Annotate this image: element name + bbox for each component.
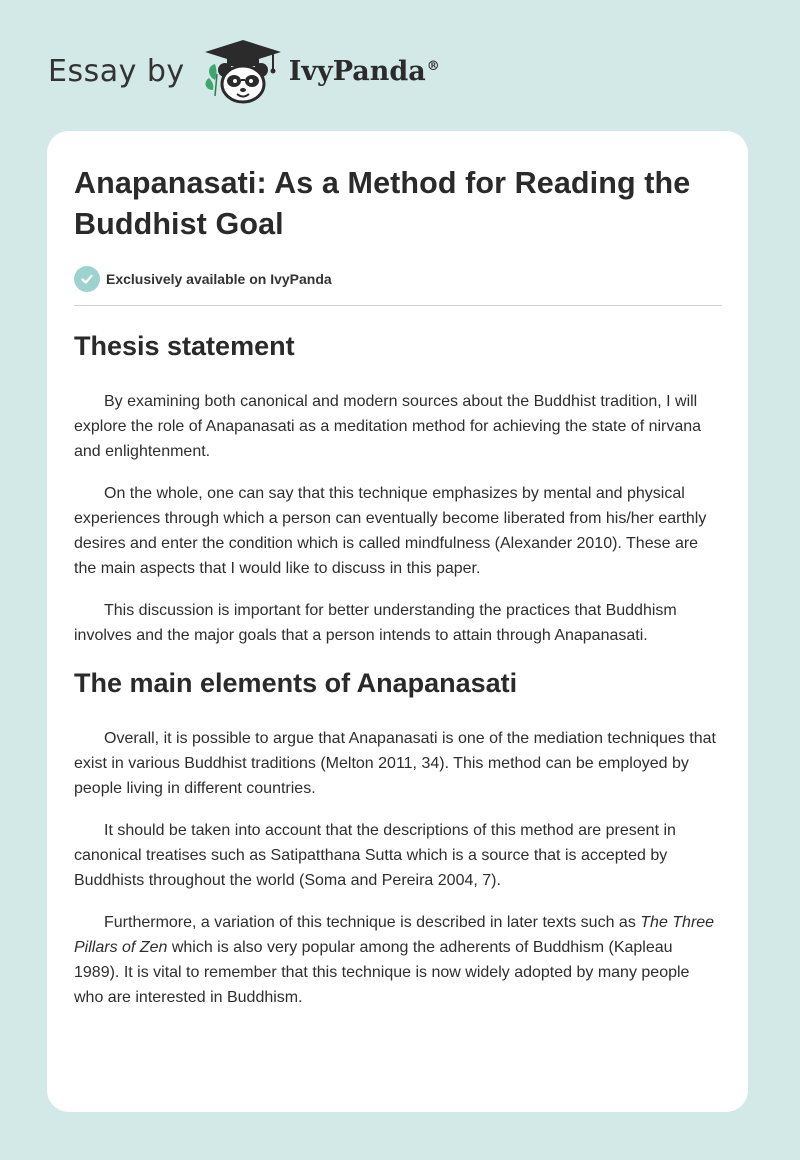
paragraph: This discussion is important for better understanding the practices that Buddhism involves and the major goals that a person intends to attain through Anapanasati. [74, 602, 677, 644]
paragraph: It should be taken into account that the descriptions of this method are present in canonical treatises such as Satipatthana Sutta which is a source that is accepted by Buddhists throughout the world (Soma and Pereira 2004, 7). [74, 822, 676, 889]
paragraph: Furthermore, a variation of this technique is described in later texts such as The Three Pillars of Zen which is also very popular among the adherents of Buddhism (Kapleau 1989). It is vital to remember that this technique is now widely adopted by many people who are interested in Buddhism. [74, 914, 715, 1006]
registered-mark: ® [426, 58, 440, 74]
exclusive-badge [74, 265, 722, 293]
essay-content [74, 163, 722, 1010]
section-heading-thesis: Thesis statement [74, 331, 295, 361]
paragraph: On the whole, one can say that this technique emphasizes by mental and physical experiences through which a person can eventually become liberated from his/her earthly desires and enter the condition which is called mindfulness (Alexander 2010). These are the main aspects that I would like to discuss in this paper. [74, 485, 707, 577]
paragraph: By examining both canonical and modern sources about the Buddhist tradition, I will explore the role of Anapanasati as a meditation method for achieving the state of nirvana and enlightenment. [74, 393, 702, 460]
brand-name[interactable]: IvyPanda® [288, 55, 440, 87]
divider [74, 305, 722, 306]
exclusive-label: Exclusively available on IvyPanda [106, 271, 332, 287]
book-title: The Three Pillars of Zen [74, 914, 715, 956]
essay-card [47, 131, 748, 1112]
check-circle-icon [74, 266, 100, 292]
site-header [48, 36, 748, 106]
page-title: Anapanasati: As a Method for Reading the Buddhist Goal [74, 166, 691, 241]
essay-by-label: Essay by [48, 53, 185, 89]
panda-logo-icon[interactable] [201, 36, 285, 106]
paragraph: Overall, it is possible to argue that Anapanasati is one of the mediation techniques that exist in various Buddhist traditions (Melton 2011, 34). This method can be employed by people living in different countries. [74, 730, 716, 797]
section-heading-main-elements: The main elements of Anapanasati [74, 668, 518, 698]
